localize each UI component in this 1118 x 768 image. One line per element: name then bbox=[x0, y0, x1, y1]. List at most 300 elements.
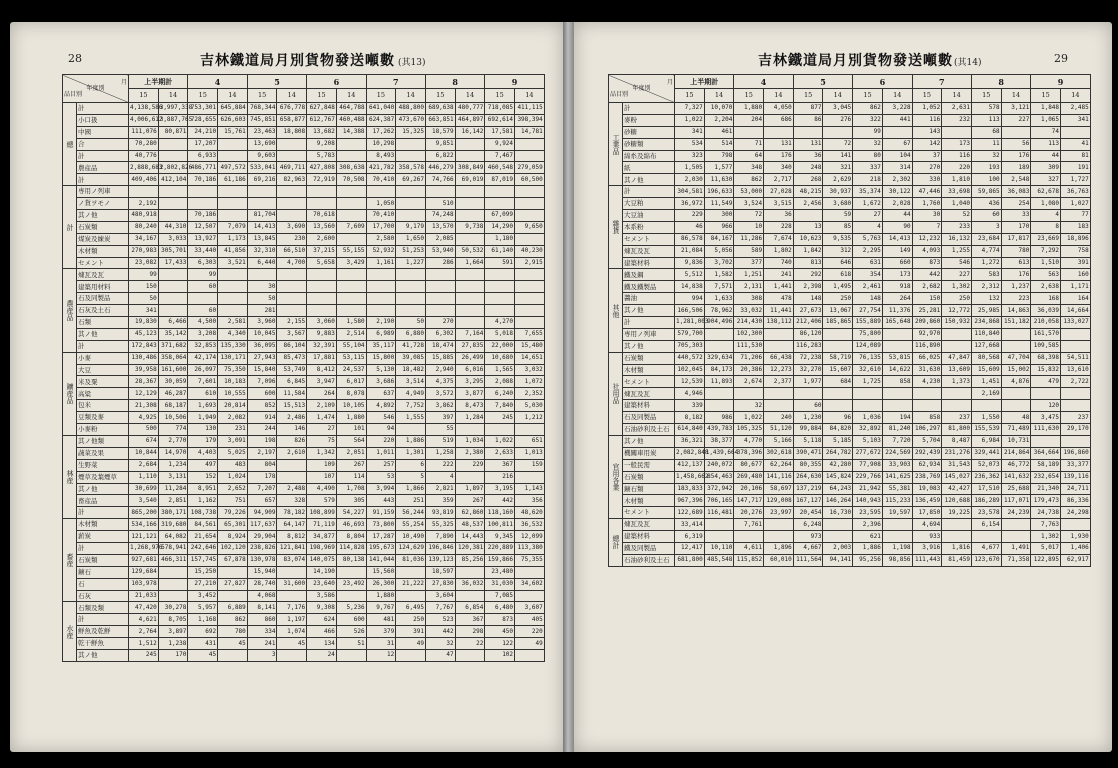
value-cell bbox=[218, 210, 248, 222]
value-cell: 4,667 bbox=[793, 542, 823, 554]
value-cell: 409,406 bbox=[129, 174, 159, 186]
value-cell: 657 bbox=[247, 495, 277, 507]
value-cell: 17,850 bbox=[912, 507, 942, 519]
value-cell: 637 bbox=[366, 388, 396, 400]
value-cell: 5,056 bbox=[704, 245, 734, 257]
value-cell: 67,878 bbox=[218, 554, 248, 566]
table-row bbox=[63, 257, 545, 269]
year-header: 15 bbox=[188, 89, 218, 103]
value-cell bbox=[277, 293, 307, 305]
value-cell: 36,972 bbox=[675, 198, 705, 210]
value-cell bbox=[455, 424, 485, 436]
value-cell: 1,949 bbox=[188, 412, 218, 424]
value-cell: 267 bbox=[336, 459, 366, 471]
table-row bbox=[63, 626, 545, 638]
value-cell bbox=[734, 388, 764, 400]
value-cell: 441 bbox=[882, 114, 912, 126]
value-cell: 1,505 bbox=[675, 162, 705, 174]
value-cell: 53,000 bbox=[734, 186, 764, 198]
value-cell bbox=[515, 138, 545, 150]
value-cell: 38,377 bbox=[704, 435, 734, 447]
value-cell: 31,630 bbox=[912, 364, 942, 376]
value-cell bbox=[764, 328, 794, 340]
value-cell: 75,800 bbox=[853, 328, 883, 340]
value-cell: 17,881 bbox=[307, 352, 337, 364]
table-row bbox=[63, 245, 545, 257]
value-cell: 1,866 bbox=[396, 483, 426, 495]
value-cell bbox=[277, 649, 307, 661]
value-cell: 3,702 bbox=[704, 257, 734, 269]
value-cell: 281 bbox=[247, 305, 277, 317]
value-cell: 2,888,683 bbox=[129, 162, 159, 174]
value-cell: 1,065 bbox=[1031, 114, 1061, 126]
value-cell: 1,052 bbox=[912, 103, 942, 115]
value-cell: 31,543 bbox=[942, 459, 972, 471]
value-cell: 145,027 bbox=[942, 471, 972, 483]
value-cell: 13,682 bbox=[307, 126, 337, 138]
value-cell: 102,120 bbox=[218, 542, 248, 554]
value-cell bbox=[277, 198, 307, 210]
value-cell: 264 bbox=[307, 388, 337, 400]
value-cell: 279,059 bbox=[515, 162, 545, 174]
value-cell: 9,603 bbox=[247, 150, 277, 162]
value-cell: 2,456 bbox=[793, 198, 823, 210]
value-cell: 70,618 bbox=[307, 210, 337, 222]
value-cell bbox=[971, 531, 1001, 543]
value-cell: 66,025 bbox=[912, 352, 942, 364]
value-cell: 2,638 bbox=[1031, 281, 1061, 293]
value-cell: 186,289 bbox=[971, 495, 1001, 507]
value-cell bbox=[764, 400, 794, 412]
row-label: 木材類 bbox=[623, 364, 675, 376]
table-row bbox=[63, 459, 545, 471]
value-cell: 161,600 bbox=[158, 364, 188, 376]
value-cell: 4,403 bbox=[188, 447, 218, 459]
value-cell: 60 bbox=[188, 305, 218, 317]
value-cell: 780 bbox=[1001, 245, 1031, 257]
value-cell: 600 bbox=[247, 388, 277, 400]
value-cell: 45 bbox=[218, 638, 248, 650]
value-cell bbox=[336, 186, 366, 198]
value-cell: 3,515 bbox=[764, 198, 794, 210]
value-cell: 7,840 bbox=[485, 400, 515, 412]
value-cell: 276 bbox=[823, 114, 853, 126]
value-cell: 5,018 bbox=[485, 328, 515, 340]
category-group: 農産品 bbox=[63, 269, 77, 352]
value-cell: 6,495 bbox=[396, 602, 426, 614]
value-cell: 1,022 bbox=[485, 435, 515, 447]
value-cell: 123,670 bbox=[971, 554, 1001, 566]
value-cell: 2,197 bbox=[247, 447, 277, 459]
table-row bbox=[63, 412, 545, 424]
value-cell: 2,302 bbox=[882, 174, 912, 186]
value-cell: 237 bbox=[942, 412, 972, 424]
row-label: 醬油 bbox=[623, 293, 675, 305]
left-page bbox=[10, 22, 563, 752]
value-cell: 5,512 bbox=[675, 269, 705, 281]
value-cell bbox=[1061, 388, 1091, 400]
value-cell: 7,176 bbox=[277, 602, 307, 614]
value-cell: 21,654 bbox=[188, 531, 218, 543]
corner-category: 品目別 bbox=[64, 90, 83, 98]
value-cell: 23,595 bbox=[853, 507, 883, 519]
value-cell: 8,412 bbox=[307, 364, 337, 376]
value-cell: 117,071 bbox=[1001, 495, 1031, 507]
value-cell: 8,182 bbox=[675, 412, 705, 424]
value-cell: 30,059 bbox=[158, 376, 188, 388]
value-cell: 431 bbox=[188, 638, 218, 650]
value-cell: 2,204 bbox=[704, 114, 734, 126]
table-row bbox=[609, 317, 1091, 329]
value-cell: 23,480 bbox=[485, 566, 515, 578]
value-cell: 141,116 bbox=[764, 471, 794, 483]
value-cell: 236,362 bbox=[971, 471, 1001, 483]
value-cell: 13,690 bbox=[247, 138, 277, 150]
value-cell bbox=[971, 400, 1001, 412]
value-cell: 12,099 bbox=[515, 531, 545, 543]
value-cell bbox=[158, 138, 188, 150]
value-cell bbox=[853, 400, 883, 412]
value-cell: 450 bbox=[485, 626, 515, 638]
value-cell: 328 bbox=[277, 495, 307, 507]
value-cell: 32,853 bbox=[188, 340, 218, 352]
table-row bbox=[63, 376, 545, 388]
value-cell bbox=[158, 150, 188, 162]
table-row bbox=[609, 328, 1091, 340]
value-cell: 348 bbox=[734, 162, 764, 174]
value-cell: 179,473 bbox=[1031, 495, 1061, 507]
value-cell: 740 bbox=[764, 257, 794, 269]
row-label: 紙 bbox=[623, 162, 675, 174]
row-label: 計 bbox=[77, 507, 129, 519]
value-cell: 70,410 bbox=[366, 174, 396, 186]
value-cell: 55,381 bbox=[882, 483, 912, 495]
value-cell: 15,800 bbox=[366, 352, 396, 364]
value-cell: 62,860 bbox=[455, 507, 485, 519]
value-cell: 2,514 bbox=[336, 328, 366, 340]
value-cell: 172,843 bbox=[129, 340, 159, 352]
value-cell: 84,561 bbox=[188, 519, 218, 531]
value-cell bbox=[942, 400, 972, 412]
value-cell bbox=[455, 233, 485, 245]
value-cell: 70,186 bbox=[188, 174, 218, 186]
value-cell: 241 bbox=[247, 638, 277, 650]
value-cell: 621 bbox=[853, 531, 883, 543]
value-cell: 220 bbox=[515, 626, 545, 638]
row-label: 米及粟 bbox=[77, 376, 129, 388]
table-row bbox=[609, 471, 1091, 483]
table-row bbox=[63, 269, 545, 281]
column-header: 9 bbox=[1031, 75, 1090, 89]
value-cell: 33,903 bbox=[882, 459, 912, 471]
table-row bbox=[609, 126, 1091, 138]
value-cell: 25,281 bbox=[912, 305, 942, 317]
value-cell: 41,728 bbox=[396, 340, 426, 352]
value-cell bbox=[218, 186, 248, 198]
value-cell: 2,764 bbox=[129, 626, 159, 638]
row-label: 煤炭及練炭 bbox=[77, 233, 129, 245]
value-cell: 497 bbox=[188, 459, 218, 471]
value-cell: 1,441 bbox=[764, 281, 794, 293]
row-label: 計 bbox=[623, 186, 675, 198]
value-cell bbox=[793, 126, 823, 138]
value-cell: 579,700 bbox=[675, 328, 705, 340]
value-cell: 103,978 bbox=[129, 578, 159, 590]
value-cell: 359 bbox=[425, 495, 455, 507]
table-row bbox=[63, 507, 545, 519]
value-cell: 2,155 bbox=[277, 317, 307, 329]
value-cell: 4,500 bbox=[188, 317, 218, 329]
value-cell: 658,877 bbox=[277, 114, 307, 126]
value-cell: 74 bbox=[1031, 126, 1061, 138]
value-cell: 76,135 bbox=[853, 352, 883, 364]
value-cell: 11,376 bbox=[882, 305, 912, 317]
table-row bbox=[609, 293, 1091, 305]
value-cell: 7,752 bbox=[396, 400, 426, 412]
value-cell: 198 bbox=[247, 435, 277, 447]
value-cell: 86,104 bbox=[277, 340, 307, 352]
value-cell: 466,311 bbox=[158, 554, 188, 566]
value-cell: 17,433 bbox=[158, 257, 188, 269]
right-page bbox=[574, 22, 1112, 752]
value-cell: 329,634 bbox=[704, 352, 734, 364]
value-cell: 440,572 bbox=[675, 352, 705, 364]
value-cell: 1,880 bbox=[366, 590, 396, 602]
value-cell bbox=[188, 198, 218, 210]
value-cell: 42,174 bbox=[188, 352, 218, 364]
value-cell: 3,947 bbox=[307, 376, 337, 388]
column-header: 9 bbox=[485, 75, 544, 89]
value-cell: 26,499 bbox=[455, 352, 485, 364]
value-cell: 304,581 bbox=[675, 186, 705, 198]
table-row bbox=[609, 554, 1091, 566]
table-row bbox=[63, 400, 545, 412]
value-cell: 329,441 bbox=[971, 447, 1001, 459]
value-cell: 5,118 bbox=[793, 435, 823, 447]
value-cell: 152 bbox=[188, 471, 218, 483]
value-cell bbox=[336, 649, 366, 661]
value-cell: 321 bbox=[823, 162, 853, 174]
value-cell: 111,076 bbox=[129, 126, 159, 138]
value-cell: 3,680 bbox=[823, 198, 853, 210]
value-cell: 53,940 bbox=[425, 245, 455, 257]
value-cell: 55,104 bbox=[336, 340, 366, 352]
value-cell: 589 bbox=[734, 245, 764, 257]
value-cell: 14,413 bbox=[247, 221, 277, 233]
row-label: 小麥 bbox=[77, 352, 129, 364]
value-cell: 160 bbox=[1061, 269, 1091, 281]
value-cell: 54,227 bbox=[336, 507, 366, 519]
value-cell bbox=[336, 233, 366, 245]
value-cell: 36,321 bbox=[675, 435, 705, 447]
value-cell bbox=[188, 186, 218, 198]
value-cell: 1,880 bbox=[734, 103, 764, 115]
value-cell bbox=[396, 305, 426, 317]
value-cell: 23,082 bbox=[129, 257, 159, 269]
value-cell: 18,579 bbox=[425, 126, 455, 138]
value-cell: 10,045 bbox=[247, 328, 277, 340]
value-cell: 341 bbox=[675, 126, 705, 138]
value-cell: 3,228 bbox=[882, 103, 912, 115]
value-cell: 4,093 bbox=[912, 245, 942, 257]
value-cell bbox=[425, 281, 455, 293]
value-cell: 13,570 bbox=[425, 221, 455, 233]
value-cell: 966 bbox=[704, 221, 734, 233]
value-cell: 116 bbox=[942, 150, 972, 162]
value-cell: 10,680 bbox=[485, 352, 515, 364]
value-cell: 33,698 bbox=[942, 186, 972, 198]
year-header: 15 bbox=[734, 89, 764, 103]
value-cell: 1,439,664 bbox=[704, 447, 734, 459]
value-cell: 314 bbox=[882, 162, 912, 174]
value-cell: 34,877 bbox=[307, 531, 337, 543]
value-cell: 2,082 bbox=[218, 412, 248, 424]
value-cell: 120,381 bbox=[455, 542, 485, 554]
value-cell bbox=[247, 269, 277, 281]
value-cell: 237 bbox=[1061, 412, 1091, 424]
value-cell bbox=[277, 269, 307, 281]
value-cell: 194 bbox=[882, 412, 912, 424]
value-cell: 173 bbox=[942, 138, 972, 150]
value-cell: 170 bbox=[1001, 221, 1031, 233]
table-row bbox=[609, 269, 1091, 281]
value-cell: 7,674 bbox=[764, 233, 794, 245]
value-cell: 6,880 bbox=[396, 328, 426, 340]
value-cell: 121,841 bbox=[277, 542, 307, 554]
category-group: 其他 bbox=[609, 269, 623, 352]
value-cell: 5,103 bbox=[853, 435, 883, 447]
value-cell: 234,868 bbox=[971, 317, 1001, 329]
value-cell: 134 bbox=[307, 638, 337, 650]
column-header: 6 bbox=[853, 75, 912, 89]
value-cell: 60 bbox=[971, 210, 1001, 222]
value-cell bbox=[277, 459, 307, 471]
value-cell: 20,454 bbox=[793, 507, 823, 519]
value-cell: 270 bbox=[912, 162, 942, 174]
value-cell bbox=[396, 186, 426, 198]
value-cell: 51,253 bbox=[396, 245, 426, 257]
value-cell: 179 bbox=[188, 435, 218, 447]
value-cell: 6,248 bbox=[793, 519, 823, 531]
value-cell: 10,506 bbox=[158, 412, 188, 424]
value-cell: 131 bbox=[793, 138, 823, 150]
row-label: 豆類及麥 bbox=[77, 412, 129, 424]
value-cell: 75 bbox=[307, 435, 337, 447]
value-cell: 7,571 bbox=[704, 281, 734, 293]
year-header: 14 bbox=[218, 89, 248, 103]
table-row bbox=[609, 103, 1091, 115]
value-cell bbox=[277, 138, 307, 150]
row-label: 鐵及鐵製品 bbox=[623, 281, 675, 293]
value-cell: 69,019 bbox=[455, 174, 485, 186]
value-cell bbox=[277, 186, 307, 198]
year-header: 14 bbox=[396, 89, 426, 103]
value-cell: 519 bbox=[425, 435, 455, 447]
value-cell: 36,532 bbox=[515, 519, 545, 531]
row-label: 包米 bbox=[77, 400, 129, 412]
value-cell: 81,459 bbox=[942, 554, 972, 566]
value-cell: 55,155 bbox=[336, 245, 366, 257]
value-cell: 858 bbox=[912, 412, 942, 424]
value-cell: 21,033 bbox=[129, 590, 159, 602]
value-cell: 90 bbox=[882, 221, 912, 233]
table-row bbox=[63, 519, 545, 531]
value-cell: 66,438 bbox=[764, 352, 794, 364]
corner-category: 品目別 bbox=[610, 90, 629, 98]
value-cell: 52,932 bbox=[366, 245, 396, 257]
value-cell: 2,488 bbox=[277, 483, 307, 495]
value-cell: 7,720 bbox=[882, 435, 912, 447]
value-cell: 1,886 bbox=[853, 542, 883, 554]
value-cell: 3,295 bbox=[455, 376, 485, 388]
value-cell: 196,846 bbox=[425, 542, 455, 554]
value-cell: 2,085 bbox=[425, 233, 455, 245]
table-row bbox=[63, 138, 545, 150]
value-cell: 1,633 bbox=[704, 293, 734, 305]
value-cell: 11,286 bbox=[734, 233, 764, 245]
value-cell: 1,577 bbox=[704, 162, 734, 174]
value-cell: 195,673 bbox=[366, 542, 396, 554]
value-cell bbox=[912, 400, 942, 412]
value-cell: 191 bbox=[1061, 162, 1091, 174]
value-cell: 1,495 bbox=[823, 281, 853, 293]
value-cell bbox=[218, 138, 248, 150]
value-cell: 50 bbox=[396, 317, 426, 329]
value-cell: 24,738 bbox=[1031, 507, 1061, 519]
value-cell: 3,586 bbox=[307, 590, 337, 602]
value-cell: 1,693 bbox=[188, 400, 218, 412]
value-cell: 1,725 bbox=[853, 376, 883, 388]
value-cell: 2,377 bbox=[764, 376, 794, 388]
value-cell: 479 bbox=[1031, 376, 1061, 388]
value-cell: 8,924 bbox=[218, 531, 248, 543]
value-cell: 8,812 bbox=[277, 531, 307, 543]
value-cell: 3,475 bbox=[1031, 412, 1061, 424]
value-cell: 305 bbox=[336, 495, 366, 507]
value-cell: 579 bbox=[307, 495, 337, 507]
value-cell: 85,473 bbox=[277, 352, 307, 364]
value-cell: 130 bbox=[188, 424, 218, 436]
value-cell: 189 bbox=[1001, 162, 1031, 174]
value-cell: 120,688 bbox=[942, 495, 972, 507]
page-number: 28 bbox=[68, 52, 82, 65]
value-cell: 624 bbox=[307, 614, 337, 626]
value-cell: 106,297 bbox=[912, 424, 942, 436]
row-label: 計 bbox=[77, 542, 129, 554]
value-cell: 61,186 bbox=[218, 174, 248, 186]
value-cell: 22,000 bbox=[485, 340, 515, 352]
value-cell: 15,325 bbox=[396, 126, 426, 138]
value-cell: 3 bbox=[247, 649, 277, 661]
value-cell bbox=[1001, 519, 1031, 531]
value-cell: 4 bbox=[853, 221, 883, 233]
value-cell: 9,836 bbox=[675, 257, 705, 269]
value-cell: 269,480 bbox=[734, 471, 764, 483]
value-cell: 1,708 bbox=[336, 483, 366, 495]
value-cell: 986 bbox=[704, 412, 734, 424]
value-cell: 3,195 bbox=[485, 483, 515, 495]
value-cell: 319,680 bbox=[158, 519, 188, 531]
value-cell: 41 bbox=[1061, 138, 1091, 150]
value-cell bbox=[1061, 400, 1091, 412]
value-cell: 1,080 bbox=[1031, 198, 1061, 210]
value-cell: 8,487 bbox=[942, 435, 972, 447]
value-cell: 564 bbox=[336, 435, 366, 447]
value-cell bbox=[1001, 328, 1031, 340]
row-label: 専用ノ列車 bbox=[623, 328, 675, 340]
value-cell: 60,500 bbox=[515, 174, 545, 186]
value-cell: 18,896 bbox=[1061, 233, 1091, 245]
